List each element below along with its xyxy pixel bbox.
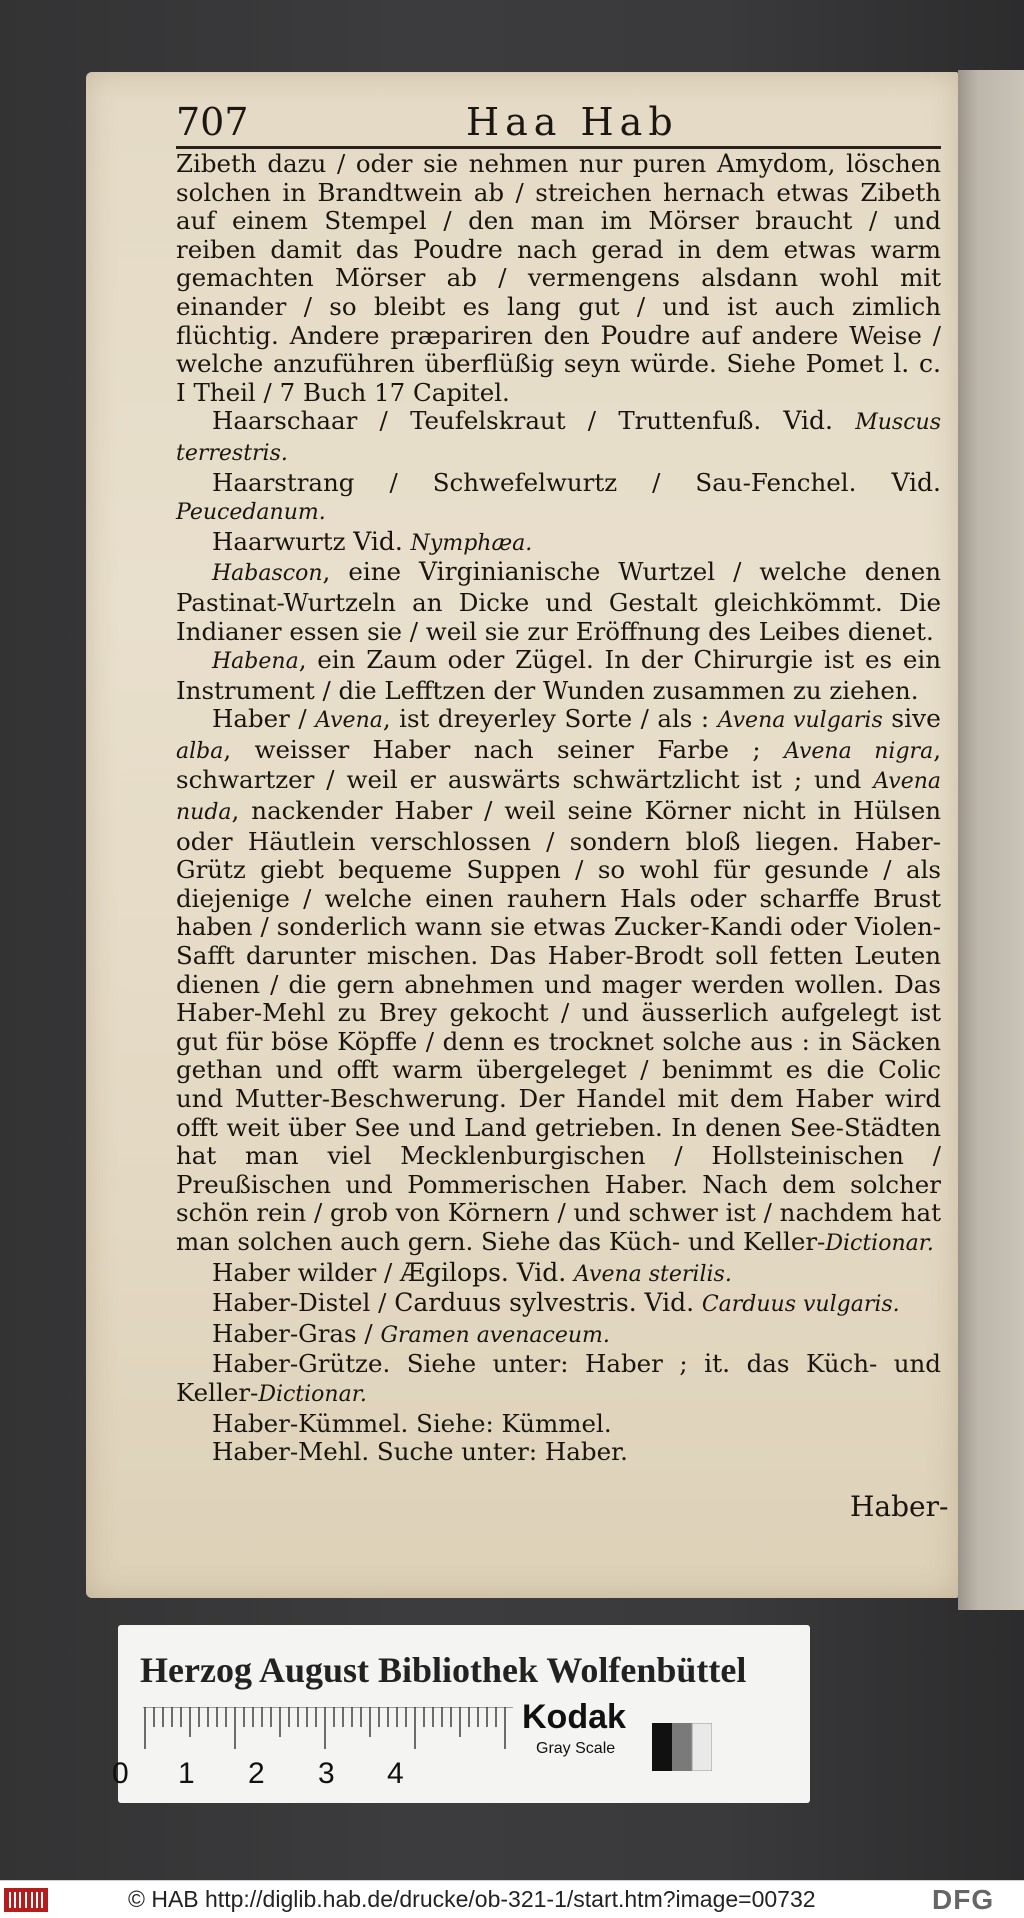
entry-text: Haarstrang / Schwefelwurtz / Sau-Fenchel. <box>212 467 892 497</box>
color-card <box>112 1625 810 1803</box>
library-name: Herzog August Bibliothek Wolfenbüttel <box>140 1650 747 1690</box>
scale-label-2: 2 <box>248 1757 265 1790</box>
dfg-logo: DFG <box>932 1884 995 1915</box>
continued-paragraph <box>176 150 941 407</box>
facing-page-edge <box>958 70 1024 1610</box>
entry-text: Haber / <box>212 704 316 734</box>
latin-term: Peucedanum. <box>176 500 326 526</box>
latin-term: Muscus terrestris. <box>176 410 941 466</box>
latin-term: Avena vulgaris <box>717 708 883 734</box>
entry-text: Ægilops. <box>400 1257 509 1287</box>
kodak-logo: Kodak <box>522 1698 626 1736</box>
entry-text: Zibeth dazu / oder sie nehmen nur puren <box>176 149 717 178</box>
dictionary-entry <box>176 1320 941 1351</box>
entry-text: Haber-Mehl. Suche unter: Haber. <box>212 1437 628 1467</box>
entry-text <box>403 527 411 556</box>
entry-text: Haarschaar / Teufelskraut / Truttenfuß. <box>212 406 784 436</box>
latin-term: Dictionar. <box>258 1381 367 1407</box>
gray-scale-label: Gray Scale <box>536 1740 616 1757</box>
dictionary-entry <box>176 1410 941 1439</box>
entry-text: Haber-Gras / <box>212 1318 381 1348</box>
dictionary-entry <box>176 1289 941 1320</box>
entry-text: Haarwurtz <box>212 526 354 556</box>
catchword: Haber‑ <box>850 1490 949 1523</box>
entry-text: Vid. <box>353 526 403 556</box>
entry-text: Vid. <box>783 406 833 436</box>
entry-text: Poudre <box>600 320 691 350</box>
entry-text: l. c. <box>893 349 941 379</box>
entry-text <box>833 406 855 435</box>
entry-text: , ein Zaum oder Zügel. In der Chirurgie ist es ein Instrument / die Lefftzen der Wunden zusammen zu ziehen. <box>176 645 941 705</box>
latin-term: Avena <box>315 708 383 734</box>
entry-text: Haber-Kümmel. Siehe: Kümmel. <box>212 1408 612 1438</box>
dictionary-entry <box>176 407 941 468</box>
latin-term: Nymphæa. <box>410 530 533 556</box>
entry-text: Haber wilder / <box>212 1257 401 1287</box>
entry-text: Vid. <box>644 1288 695 1318</box>
footer-source-link[interactable]: © HAB http://diglib.hab.de/drucke/ob-321-1/start.htm?image=00732 <box>128 1886 816 1912</box>
latin-term: Habena <box>212 649 299 675</box>
entry-text: auf andere Weise / welche anzuführen überflüßig seyn würde. Siehe Pomet <box>176 320 941 379</box>
entry-text: Poudre <box>413 234 503 264</box>
ruler-scale <box>143 1707 513 1759</box>
dictionary-entry <box>176 705 941 1258</box>
entry-text: nach gerad in dem etwas warm gemachten Mörser ab / vermengens alsdann wohl mit einander / so bleibt es lang gut / und ist auch zimlich flüchtig. Andere præpariren den <box>176 234 942 350</box>
dictionary-entry <box>176 469 941 528</box>
dictionary-entry <box>176 646 941 705</box>
latin-term: Avena sterilis. <box>574 1261 732 1287</box>
entry-text: Haber-Grütze. Siehe unter: Haber ; <box>212 1349 705 1379</box>
dictionary-entry <box>176 558 941 646</box>
entry-text: das Küch- und Keller- <box>176 1349 941 1407</box>
entry-text: Amydom <box>716 149 828 178</box>
latin-term: Avena nuda <box>176 769 941 826</box>
entry-text: , löschen solchen in Brandtwein ab / streichen hernach etwas Zibeth auf einem Stempel / den man im Mörser braucht / und reiben damit das <box>176 149 942 264</box>
entry-text: it. <box>704 1349 731 1379</box>
entry-text <box>566 1258 574 1287</box>
dictionary-entry <box>176 1350 941 1409</box>
scale-label-0: 0 <box>112 1757 129 1790</box>
entry-text: I Theil / 7 Buch 17 Capitel. <box>176 377 510 407</box>
entry-text <box>694 1288 702 1317</box>
latin-term: Dictionar. <box>825 1230 934 1256</box>
entry-text: sche Wurtzel / welche denen Pastinat-Wurtzeln an Dicke und Gestalt gleichkömmt. Die Indianer essen sie / weil sie zur Eröffnung des Leibes dienet. <box>176 557 941 646</box>
dictionary-entry <box>176 528 941 559</box>
page-number: 707 <box>176 100 249 144</box>
entry-text: Vid. <box>891 467 941 497</box>
running-head: Haa Hab <box>466 100 679 144</box>
scale-label-1: 1 <box>178 1757 195 1790</box>
entry-text: , schwartzer / weil er auswärts schwärtzlicht ist ; und <box>176 734 941 795</box>
latin-term: alba <box>176 738 224 764</box>
hab-logo-icon <box>4 1888 48 1912</box>
entry-text: Haber-Distel / <box>212 1288 395 1318</box>
latin-term: Carduus vulgaris. <box>701 1292 900 1318</box>
entry-text: Virginiani <box>419 557 544 587</box>
entry-text: , eine <box>322 557 420 587</box>
entry-text: Carduus sylvestris. <box>394 1288 637 1318</box>
dictionary-entry <box>176 1438 941 1467</box>
dictionary-entry <box>176 1259 941 1290</box>
page-body <box>176 150 941 1467</box>
page-header <box>176 100 941 146</box>
footer-bar <box>0 1880 1024 1918</box>
entry-text <box>883 704 892 733</box>
entry-text: , nackender Haber / weil seine Körner nicht in Hülsen oder Häutlein verschlossen / sondern bloß liegen. Haber-Grütz giebt bequeme Suppen / so wohl für gesunde / als diejenige / welche einen rauhern Hals oder scharffe Brust haben / sonderlich wann sie etwas Zucker-Kandi oder Violen-Safft darunter mischen. Das Haber-Brodt soll fetten Leuten dienen / die gern abnehmen und mager werden wollen. Das Haber-Mehl zu Brey gekocht / und äusserlich aufgelegt ist gut für böse Köpffe / denn es trocknet solche aus : in Säcken gethan und offt warm übergeleget / benimmt es die Colic und Mutter-Beschwerung. Der Handel mit dem Haber wird offt weit über See und Land getrieben. In denen See-Städten hat man viel Mecklenburgischen / Hollsteinischen / Preußischen und Pommerischen Haber. Nach dem solcher schön rein / grob von Körnern / und schwer ist / nachdem hat man solchen auch gern. Siehe das Küch- und Keller- <box>176 796 942 1256</box>
entry-text <box>509 1258 517 1287</box>
latin-term: Habascon <box>212 561 323 587</box>
entry-text: Vid. <box>516 1257 567 1287</box>
scale-label-4: 4 <box>387 1757 404 1790</box>
gray-swatches-icon <box>652 1723 712 1771</box>
entry-text: , weisser Haber nach seiner Farbe ; <box>223 734 784 764</box>
entry-text: sive <box>891 704 941 734</box>
latin-term: Gramen avenaceum. <box>380 1322 610 1348</box>
entry-text: , ist dreyerley Sorte / als : <box>382 704 718 734</box>
latin-term: Avena nigra <box>783 738 934 764</box>
scale-label-3: 3 <box>318 1757 335 1790</box>
